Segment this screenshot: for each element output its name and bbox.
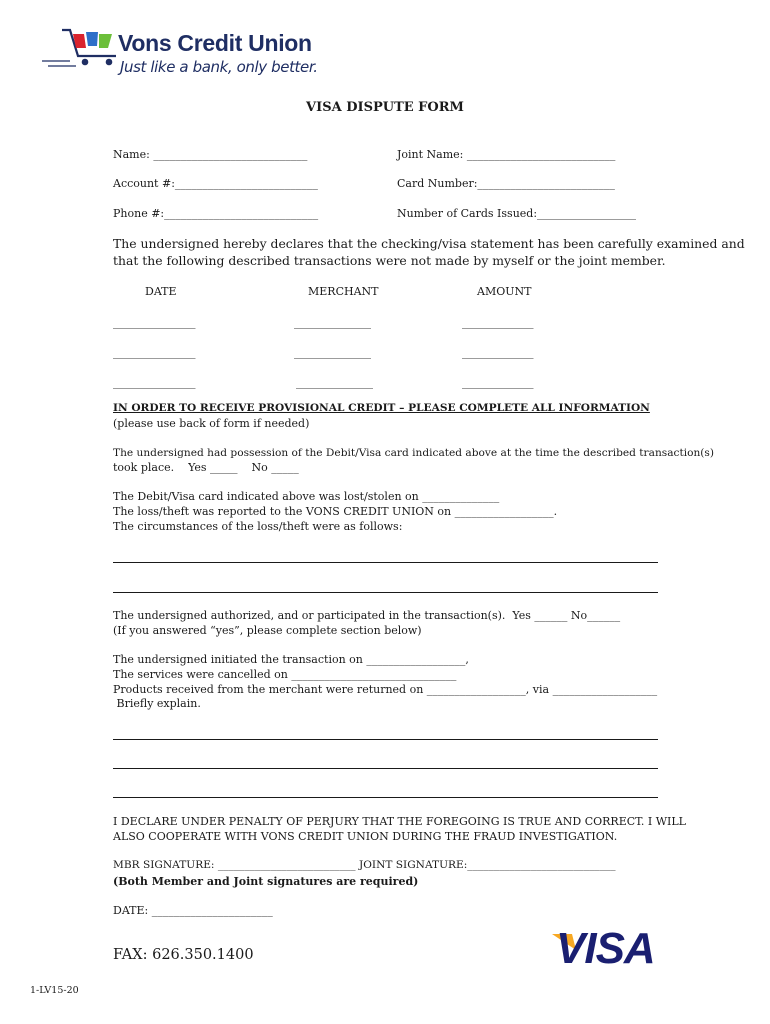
table-row-3-merchant[interactable]: ______________: [296, 376, 373, 389]
name-field[interactable]: Name: ____________________________: [113, 148, 308, 161]
table-row-2-date[interactable]: _______________: [113, 346, 196, 359]
table-header-date: DATE: [145, 285, 177, 298]
joint-name-field[interactable]: Joint Name: ___________________________: [397, 148, 616, 161]
authorized-note: (If you answered “yes”, please complete section below): [113, 624, 422, 637]
penalty-line-1: I DECLARE UNDER PENALTY OF PERJURY THAT THE FOREGOING IS TRUE AND CORRECT. I WILL: [113, 815, 686, 828]
cards-issued-field[interactable]: Number of Cards Issued:__________________: [397, 207, 637, 220]
circumstances-label: The circumstances of the loss/theft were as follows:: [113, 520, 403, 533]
possession-line-2[interactable]: took place. Yes _____ No _____: [113, 461, 299, 474]
logo-tagline: Just like a bank, only better.: [120, 58, 318, 76]
shopping-cart-icon: [40, 26, 122, 72]
explain-line-3[interactable]: [113, 797, 658, 798]
explain-line-1[interactable]: [113, 739, 658, 740]
card-number-field[interactable]: Card Number:_________________________: [397, 177, 615, 190]
penalty-line-2: ALSO COOPERATE WITH VONS CREDIT UNION DURING THE FRAUD INVESTIGATION.: [113, 830, 618, 843]
initiated-line[interactable]: The undersigned initiated the transaction on __________________,: [113, 653, 469, 666]
visa-logo-text: VISA: [556, 924, 655, 973]
briefly-explain-label: Briefly explain.: [113, 697, 201, 710]
provisional-credit-heading: IN ORDER TO RECEIVE PROVISIONAL CREDIT – PLEASE COMPLETE ALL INFORMATION: [113, 402, 650, 414]
circumstances-line-2[interactable]: [113, 592, 658, 593]
table-row-3-date[interactable]: _______________: [113, 376, 196, 389]
form-code: 1-LV15-20: [30, 985, 79, 996]
declaration-line-1: The undersigned hereby declares that the checking/visa statement has been carefully examined and: [113, 236, 745, 251]
date-line[interactable]: DATE: ______________________: [113, 904, 273, 917]
table-header-merchant: MERCHANT: [308, 285, 379, 298]
signature-line[interactable]: MBR SIGNATURE: __________________________ JOINT SIGNATURE:____________________________: [113, 859, 616, 871]
lost-stolen-line[interactable]: The Debit/Visa card indicated above was lost/stolen on ______________: [113, 490, 500, 503]
logo-brand-name: Vons Credit Union: [118, 30, 312, 56]
table-row-1-amount[interactable]: _____________: [462, 316, 534, 329]
visa-logo: [552, 924, 662, 974]
table-row-1-merchant[interactable]: ______________: [294, 316, 371, 329]
table-row-1-date[interactable]: _______________: [113, 316, 196, 329]
authorized-line[interactable]: The undersigned authorized, and or participated in the transaction(s). Yes ______ No______: [113, 609, 621, 622]
services-cancelled-line[interactable]: The services were cancelled on ______________________________: [113, 668, 457, 681]
table-row-2-merchant[interactable]: ______________: [294, 346, 371, 359]
logo: [40, 24, 340, 84]
table-row-2-amount[interactable]: _____________: [462, 346, 534, 359]
form-title: VISA DISPUTE FORM: [306, 100, 464, 115]
signature-note: (Both Member and Joint signatures are required): [113, 875, 419, 888]
loss-reported-line[interactable]: The loss/theft was reported to the VONS CREDIT UNION on __________________.: [113, 505, 558, 518]
phone-field[interactable]: Phone #:____________________________: [113, 207, 319, 220]
possession-line-1: The undersigned had possession of the Debit/Visa card indicated above at the time the described transaction(s): [113, 447, 714, 459]
circumstances-line-1[interactable]: [113, 562, 658, 563]
table-header-amount: AMOUNT: [477, 285, 532, 298]
account-field[interactable]: Account #:__________________________: [113, 177, 318, 190]
table-row-3-amount[interactable]: _____________: [462, 376, 534, 389]
provisional-note: (please use back of form if needed): [113, 417, 310, 430]
explain-line-2[interactable]: [113, 768, 658, 769]
declaration-line-2: that the following described transactions were not made by myself or the joint member.: [113, 253, 666, 268]
fax-number: FAX: 626.350.1400: [113, 947, 254, 963]
products-returned-line[interactable]: Products received from the merchant were returned on __________________, via ___________________: [113, 683, 658, 696]
